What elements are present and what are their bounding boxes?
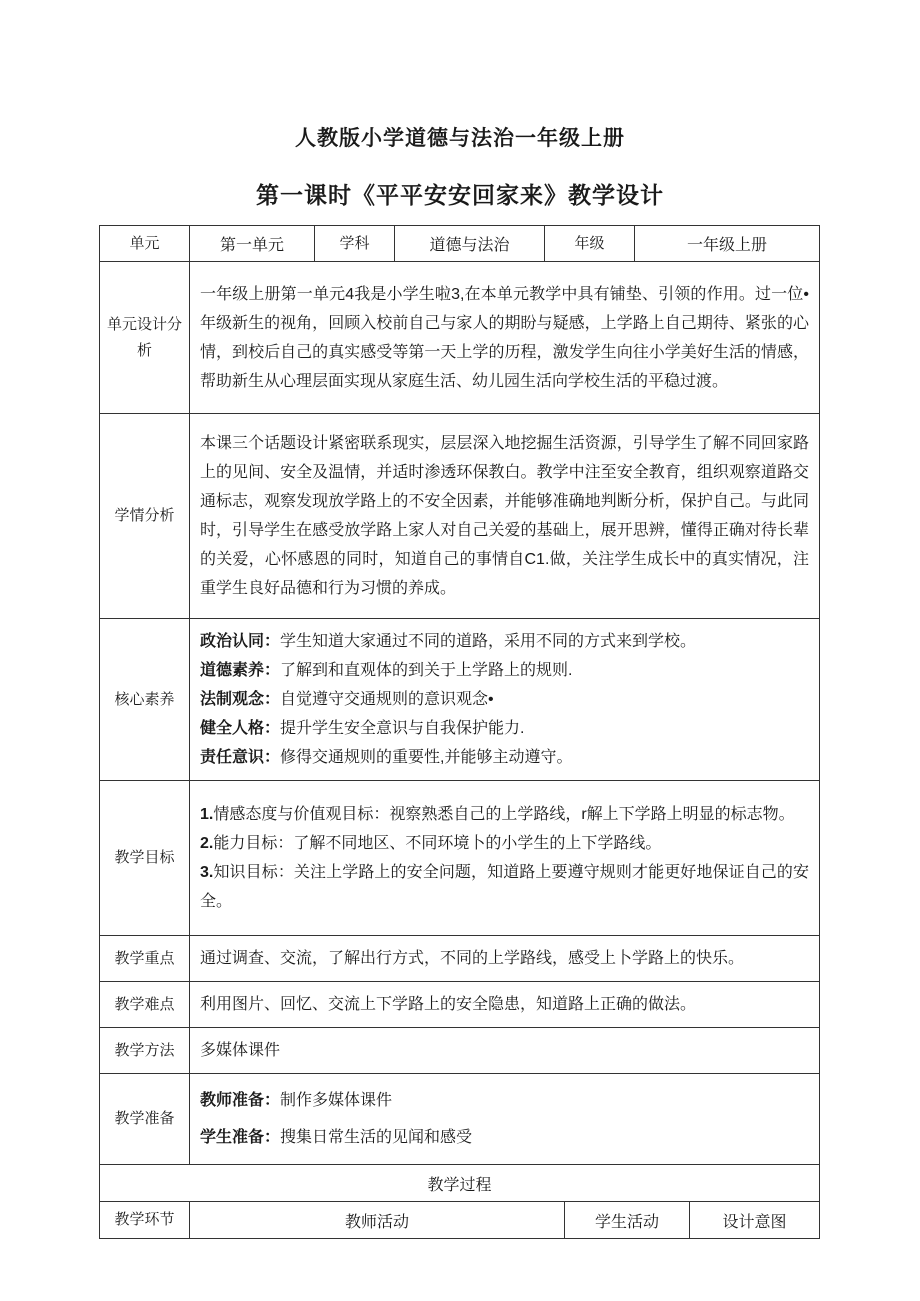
core-line-label: 责任意识： xyxy=(200,749,281,766)
core-line-text: 自觉遵守交通规则的意识观念• xyxy=(280,691,494,708)
goal-number: 1. xyxy=(200,806,214,823)
preparation-label: 教学准备 xyxy=(100,1074,190,1165)
doc-title-lesson: 第一课时《平平安安回家来》教学设计 xyxy=(256,182,664,208)
process-col-student: 学生活动 xyxy=(565,1202,690,1239)
grade-value: 一年级上册 xyxy=(635,226,820,262)
core-competency-row xyxy=(100,619,820,781)
core-competency-label: 核心素养 xyxy=(100,619,190,781)
teaching-goals-content xyxy=(190,781,820,936)
preparation-row xyxy=(100,1074,820,1165)
core-line-text: 学生知道大家通过不同的道路，采用不同的方式来到学校。 xyxy=(280,633,697,650)
prep-item-text: 制作多媒体课件 xyxy=(280,1092,393,1109)
doc-title-series: 人教版小学道德与法治一年级上册 xyxy=(295,127,625,150)
subject-value: 道德与法治 xyxy=(395,226,545,262)
process-header-row xyxy=(100,1165,820,1202)
difficulties-row xyxy=(100,982,820,1028)
preparation-content xyxy=(190,1074,820,1165)
core-line-label: 健全人格： xyxy=(200,720,281,737)
process-columns-row xyxy=(100,1202,820,1239)
core-line-label: 政治认同： xyxy=(200,633,281,650)
meta-row xyxy=(100,226,820,262)
key-points-content xyxy=(190,936,820,982)
learning-analysis-paragraph: 本课三个话题设计紧密联系现实，层层深入地挖掘生活资源，引导学生了解不同回家路上的见间、安全及温情，并适时渗透环保教白。教学中注至安全教育，组织观察道路交通标志，观察发现放学路上的不安全因素，并能够准确地判断分析，保护自己。与此同时，引导学生在感受放学路上家人对自己关爱的基础上，展开思辨，懂得正确对待长辈的关爱，心怀感恩的同时，知道自己的事情自C1.做，关注学生成长中的真实情况，注重学生良好品德和行为习惯的养成。 xyxy=(200,435,809,597)
unit-design-content xyxy=(190,262,820,414)
core-line xyxy=(200,656,809,685)
learning-analysis-content xyxy=(190,414,820,619)
unit-design-row xyxy=(100,262,820,414)
prep-item-label: 教师准备： xyxy=(200,1092,281,1109)
core-line xyxy=(200,685,809,714)
prep-item-label: 学生准备： xyxy=(200,1129,281,1146)
methods-content xyxy=(190,1028,820,1074)
core-competency-content xyxy=(190,619,820,781)
grade-label: 年级 xyxy=(545,226,635,262)
process-header: 教学过程 xyxy=(100,1165,820,1202)
core-line-text: 了解到和直观体的到关于上学路上的规则. xyxy=(280,662,573,679)
difficulties-content xyxy=(190,982,820,1028)
core-line xyxy=(200,714,809,743)
methods-paragraph: 多媒体课件 xyxy=(200,1042,281,1059)
subject-label: 学科 xyxy=(315,226,395,262)
core-line xyxy=(200,743,809,772)
unit-design-label: 单元设计分析 xyxy=(100,262,190,414)
unit-label: 单元 xyxy=(100,226,190,262)
core-line-text: 修得交通规则的重要性,并能够主动遵守。 xyxy=(280,749,573,766)
goal-number: 2. xyxy=(200,835,214,852)
process-col-intent: 设计意图 xyxy=(690,1202,820,1239)
learning-analysis-row xyxy=(100,414,820,619)
prep-item xyxy=(200,1123,809,1152)
unit-design-paragraph: 一年级上册第一单元4我是小学生啦3,在本单元教学中具有铺垫、引领的作用。过一位•年级新生的视角，回顾入校前自己与家人的期盼与疑感，上学路上自己期待、紧张的心情，到校后自己的真实感受等第一天上学的历程，激发学生向往小学美好生活的情感，帮助新生从心理层面实现从家庭生活、幼儿园生活向学校生活的平稳过渡。 xyxy=(200,285,809,390)
core-line-text: 提升学生安全意识与自我保护能力. xyxy=(280,720,525,737)
goal-item xyxy=(200,829,809,858)
key-points-label: 教学重点 xyxy=(100,936,190,982)
teaching-goals-label: 教学目标 xyxy=(100,781,190,936)
teaching-goals-row xyxy=(100,781,820,936)
goal-number: 3. xyxy=(200,864,214,881)
process-col-stage: 教学环节 xyxy=(100,1202,190,1239)
methods-label: 教学方法 xyxy=(100,1028,190,1074)
key-points-row xyxy=(100,936,820,982)
learning-analysis-label: 学情分析 xyxy=(100,414,190,619)
difficulties-paragraph: 利用图片、回忆、交流上下学路上的安全隐患，知道路上正确的做法。 xyxy=(200,996,697,1013)
core-line-label: 法制观念： xyxy=(200,691,281,708)
lesson-plan-table xyxy=(99,225,820,1239)
goal-item xyxy=(200,858,809,916)
goal-text: 情感态度与价值观目标：视察熟悉自己的上学路线，r解上下学路上明显的标志物。 xyxy=(213,806,795,823)
core-line-label: 道德素养： xyxy=(200,662,281,679)
key-points-paragraph: 通过调查、交流，了解出行方式，不同的上学路线，感受上卜学路上的快乐。 xyxy=(200,950,745,967)
prep-item xyxy=(200,1086,809,1115)
goal-item xyxy=(200,800,809,829)
core-line xyxy=(200,627,809,656)
unit-value: 第一单元 xyxy=(190,226,315,262)
methods-row xyxy=(100,1028,820,1074)
goal-text: 能力目标：了解不同地区、不同环境卜的小学生的上下学路线。 xyxy=(213,835,662,852)
difficulties-label: 教学难点 xyxy=(100,982,190,1028)
process-col-teacher: 教师活动 xyxy=(190,1202,565,1239)
goal-text: 知识目标：关注上学路上的安全问题，知道路上要遵守规则才能更好地保证自己的安全。 xyxy=(200,864,809,910)
prep-item-text: 搜集日常生活的见闻和感受 xyxy=(280,1129,473,1146)
